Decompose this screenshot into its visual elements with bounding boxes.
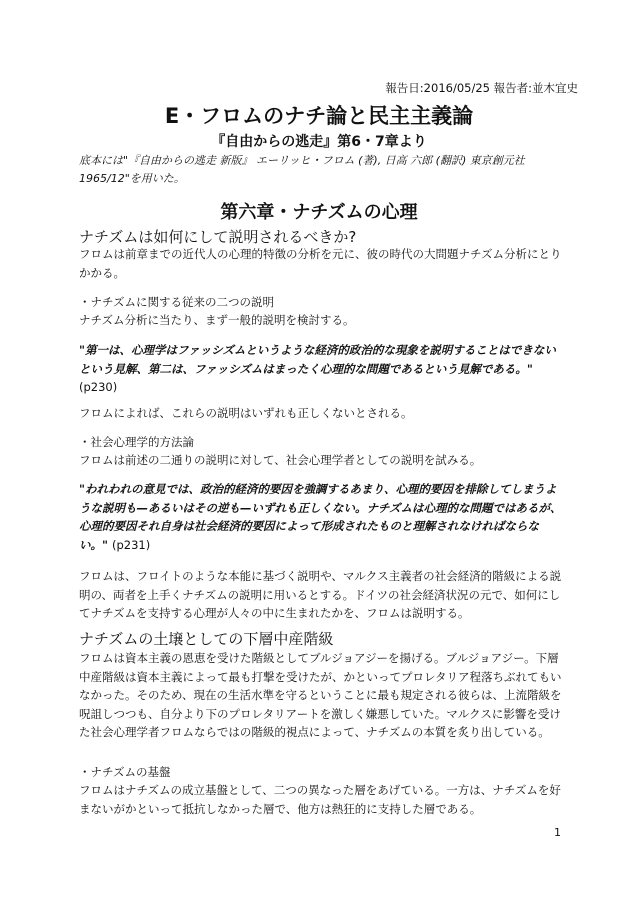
quote-1-citation: (p230) bbox=[79, 380, 118, 394]
section2-sub-label: ・ナチズムの基盤 bbox=[79, 765, 171, 779]
page-number: 1 bbox=[554, 826, 561, 839]
after-quote-1: フロムによれば、これらの説明はいずれも正しくないとされる。 bbox=[79, 406, 413, 420]
chapter-title: 第六章・ナチズムの心理 bbox=[220, 202, 418, 223]
section2-para-1: フロムは資本主義の恩恵を受けた階級としてブルジョアジーを揚げる。ブルジョアジー。下層中産階級は資本主義によって最も打撃を受けたが、かといってプロレタリア程落ちぶれてもいなかった。そのため、現在の生活水準を守るということに最も規定される彼らは、上流階級を呪詛しつつも、自分より下のプロレタリアートを激しく嫌悪していた。マルクスに影響を受けた社会心理学者フロムならではの階級的視点によって、ナチズムの本質を炙り出している。 bbox=[79, 651, 562, 739]
sub1-label: ・ナチズムに関する従来の二つの説明 bbox=[79, 295, 275, 309]
document-subtitle: 『自由からの逃走』第6・7章より bbox=[211, 134, 427, 150]
sub2-text: フロムは前述の二通りの説明に対して、社会心理学者としての説明を試みる。 bbox=[79, 453, 482, 467]
quote-2 bbox=[79, 480, 564, 554]
report-meta: 報告日:2016/05/25 報告者:並木宜史 bbox=[385, 81, 578, 95]
section2-sub-text: フロムはナチズムの成立基盤として、二つの異なった層をあげている。一方は、ナチズムを好まないがかといって抵抗しなかった層で、他方は熱狂的に支持した層である。 bbox=[79, 783, 561, 816]
quote-2-text: "われわれの意見では、政治的経済的要因を強調するあまり、心理的要因を排除してしまうような説明も—あるいはその逆も—いずれも正しくない。ナチズムは心理的な問題ではあるが、心理的要因それ自身は社会経済的要因によって形成されたものと理解されなければならない。" bbox=[79, 482, 562, 552]
quote-1-text: "第一は、心理学はファッシズムというような経済的政治的な現象を説明することはできないという見解、第二は、ファッシズムはまったく心理的な問題であるという見解である。" bbox=[79, 343, 556, 376]
quote-1 bbox=[79, 341, 564, 397]
section1-intro: フロムは前章までの近代人の心理的特徴の分析を元に、彼の時代の大問題ナチズム分析にとりかかる。 bbox=[79, 247, 562, 280]
after-quote-2: フロムは、フロイトのような本能に基づく説明や、マルクス主義者の社会経済的階級による説明の、両者を上手くナチズムの説明に用いるとする。ドイツの社会経済状況の元で、如何にしてナチズムを支持する心理が人々の中に生まれたかを、フロムは説明する。 bbox=[79, 569, 562, 620]
quote-2-citation: (p231) bbox=[112, 537, 151, 552]
document-title: E・フロムのナチ論と民主主義論 bbox=[164, 104, 474, 128]
section-heading-2: ナチズムの土壌としての下層中産階級 bbox=[79, 630, 334, 648]
sub1-text: ナチズム分析に当たり、まず一般的説明を検討する。 bbox=[79, 313, 355, 327]
source-note: 底本には"『自由からの逃走 新版』 エーリッヒ・フロム (著), 日高 六郎 (翻訳) 東京創元社 1965/12"を用いた。 bbox=[79, 154, 525, 185]
section-heading-1: ナチズムは如何にして説明されるべきか? bbox=[79, 228, 357, 246]
sub2-label: ・社会心理学的方法論 bbox=[79, 435, 194, 449]
